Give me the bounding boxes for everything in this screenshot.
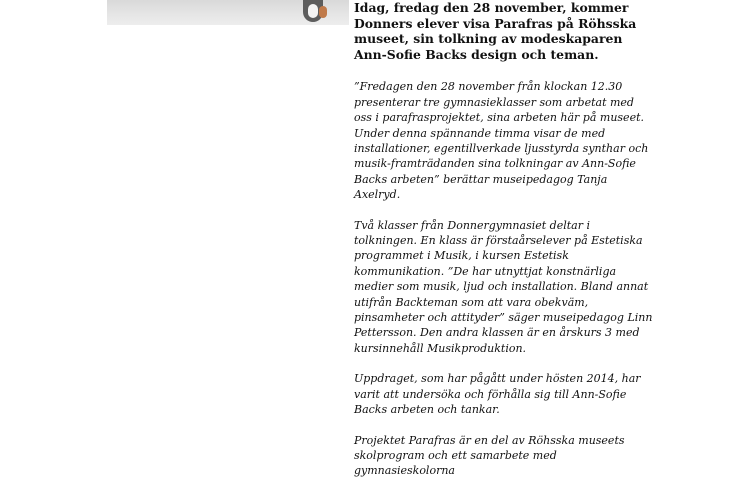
article-body: [354, 0, 654, 494]
article-paragraph: Två klasser från Donnergymnasiet deltar i tolkningen. En klass är förstaårselever på Estetiska programmet i Musik, i kursen Estetisk kommunikation. ”De har utnyttjat konstnärliga medier som musik, ljud och installation. Bland annat utifrån Backteman som att vara obekväm, pinsamheter och attityder” säger museipedagog Linn Pettersson. Den andra klassen är en årskurs 3 med kursinnehåll Musikproduktion.: [354, 218, 653, 355]
photo-detail: [319, 6, 327, 18]
article-paragraph: Projektet Parafras är en del av Röhsska museets skolprogram och ett samarbete med gymnasieskolorna: [354, 433, 625, 478]
article-paragraph: Uppdraget, som har pågått under hösten 2014, har varit att undersöka och förhålla sig till Ann-Sofie Backs arbeten och tankar.: [354, 372, 641, 417]
article-paragraph: ”Fredagen den 28 november från klockan 12.30 presenterar tre gymnasieklasser som arbetat med oss i parafrasprojektet, sina arbeten här på museet. Under denna spännande timma visar de med installationer, egentillverkade ljusstyrda synthar och musik-framträdanden sina tolkningar av Ann-Sofie Backs arbeten” berättar museipedagog Tanja Axelryd.: [354, 80, 649, 202]
photo-highlight: [308, 4, 318, 18]
article-lead: Idag, fredag den 28 november, kommer Donners elever visa Parafras på Röhsska museet, sin tolkning av modeskaparen Ann-Sofie Backs design och teman.: [354, 0, 637, 62]
article-photo: [107, 0, 349, 25]
